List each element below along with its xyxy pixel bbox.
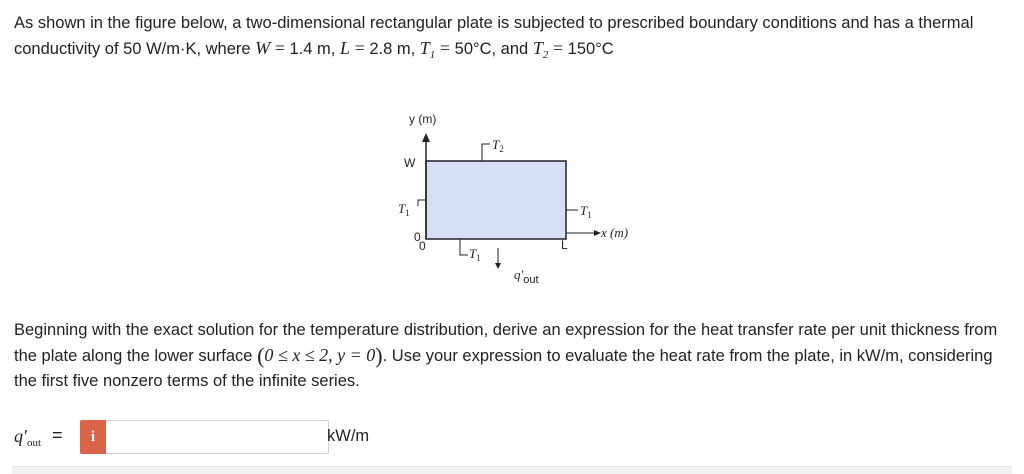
equals-sign: = (274, 38, 285, 58)
equals-sign: = (354, 38, 365, 58)
answer-row (14, 420, 514, 454)
t2-leader (482, 144, 490, 161)
q-prime: ′ (23, 426, 27, 446)
plate-figure (380, 100, 660, 300)
symbol-w: W (255, 38, 271, 58)
down-arrow-icon (495, 263, 501, 269)
q-subscript: out (26, 437, 41, 449)
value-t2: 150°C (567, 40, 614, 58)
symbol-t2 (532, 38, 549, 61)
x-axis-label: x (m) (601, 225, 629, 240)
intro-text: As shown in the figure below, a two-dimensional rectangular plate is subjected to prescribed boundary conditions and has a thermal conductivity of 50 W/m·K, where (14, 14, 974, 58)
symbol-t: T (419, 38, 430, 58)
t1-left-leader (418, 200, 426, 206)
range-close-paren: ) (375, 343, 383, 368)
symbol-t: T (532, 38, 543, 58)
l-tick-label: L (561, 238, 568, 252)
value-w: 1.4 m, (289, 40, 336, 58)
question-text-continued: . Use your expression to evaluate the heat rate from the plate, in kW/m, considering the first five nonzero terms of the infinite series. (14, 347, 993, 390)
subscript-1: 1 (429, 49, 436, 61)
origin-y-label: 0 (414, 230, 421, 244)
equals-sign: = (552, 38, 564, 58)
subscript-2: 2 (542, 49, 549, 61)
unit-label: kW/m (327, 427, 370, 445)
range-expression: 0 ≤ x ≤ 2, y = 0 (264, 345, 376, 365)
range-open-paren: ( (257, 343, 265, 368)
info-icon[interactable] (80, 420, 106, 454)
origin-x-label: 0 (419, 239, 426, 253)
problem-intro (14, 11, 1014, 62)
label-t1-left: $T_1$ (398, 201, 410, 218)
value-t1: 50°C, and (454, 40, 529, 58)
problem-question (14, 318, 1014, 394)
q-symbol: q (14, 426, 23, 446)
value-l: 2.8 m, (369, 40, 416, 58)
symbol-t1 (419, 38, 436, 61)
info-icon-letter: i (90, 428, 96, 445)
symbol-l: L (339, 38, 350, 58)
label-t1-right: $T_1$ (580, 203, 592, 220)
label-q-out: $q'_{out}$ (514, 267, 539, 286)
equals-sign: = (52, 425, 63, 445)
plate (426, 161, 566, 239)
y-axis-label: y (m) (409, 112, 437, 126)
answer-input[interactable] (106, 420, 329, 454)
x-axis-arrow-icon (594, 230, 601, 236)
q-out-label (14, 426, 41, 447)
question-text: Beginning with the exact solution for the temperature distribution, derive an expression for the heat transfer rate per unit thickness from the plate along the lower surface (14, 321, 998, 365)
equals-sign: = (439, 38, 451, 58)
label-t2: $T_2$ (492, 137, 504, 154)
y-axis-arrow-icon (422, 133, 430, 142)
label-t1-bottom: $T_1$ (469, 246, 481, 263)
w-tick-label: W (404, 156, 416, 170)
t1-bottom-leader (460, 239, 468, 255)
